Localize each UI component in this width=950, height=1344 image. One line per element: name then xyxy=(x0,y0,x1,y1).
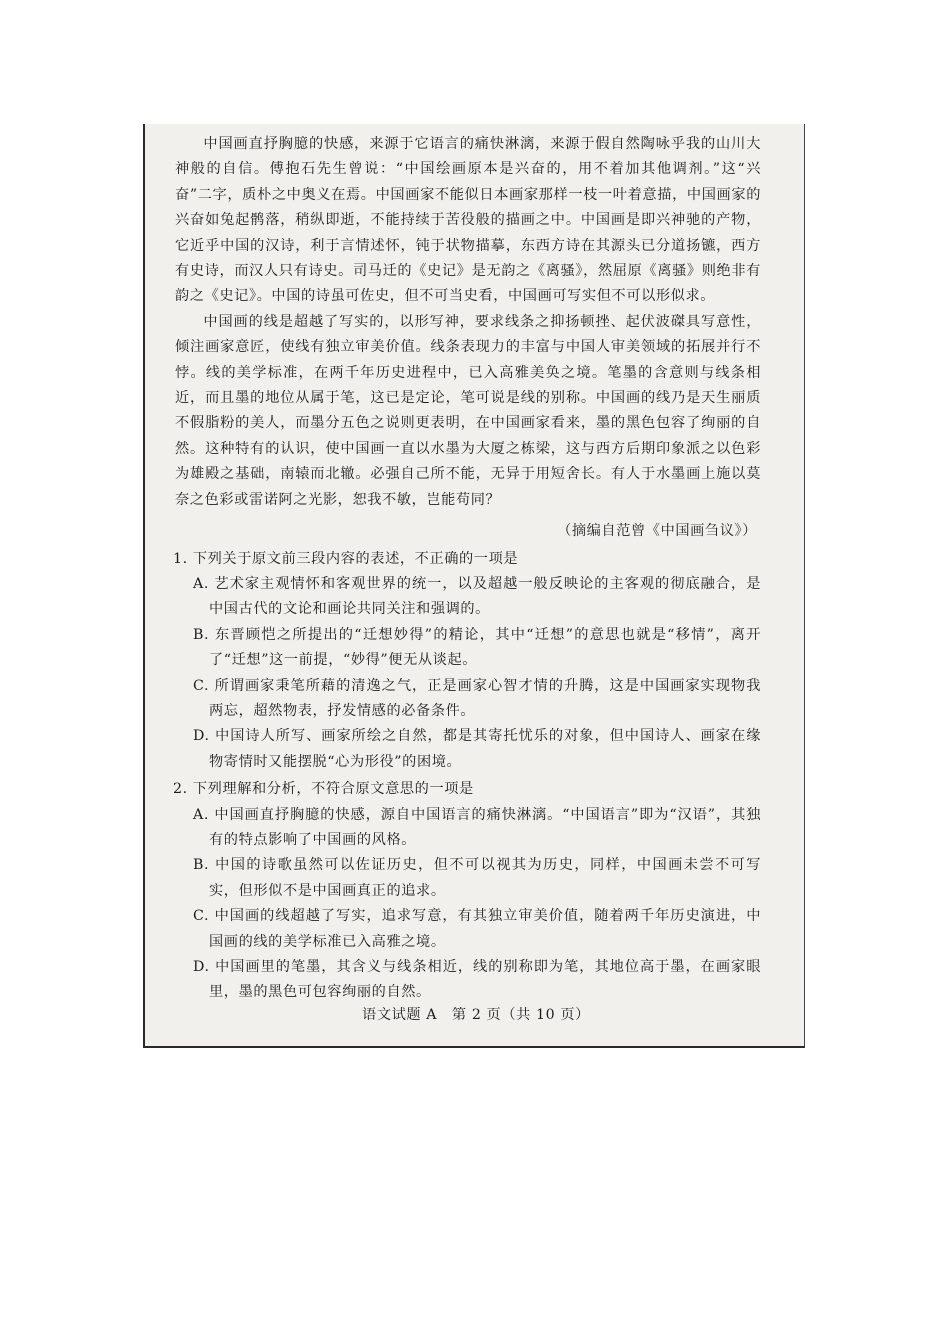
question-1-option-b: B. 东晋顾恺之所提出的“迁想妙得”的精论，其中“迁想”的意思也就是“移情”，离开了“迁想”这一前提，“妙得”便无从谈起。 xyxy=(193,626,761,669)
question-1 xyxy=(175,547,761,776)
scanned-exam-page xyxy=(143,124,805,1048)
question-2-option-d: D. 中国画里的笔墨，其含义与线条相近，线的别称即为笔，其地位高于墨，在画家眼里，墨的黑色可包容绚丽的自然。 xyxy=(193,959,761,1001)
question-2-option-b: B. 中国的诗歌虽然可以佐证历史，但不可以视其为历史，同样，中国画未尝不可写实，但形似不是中国画真正的追求。 xyxy=(193,857,761,899)
passage-source: （摘编自范曾《中国画刍议》） xyxy=(557,523,757,540)
page-content xyxy=(175,132,761,1006)
question-1-option-a: A. 艺术家主观情怀和客观世界的统一，以及超越一般反映论的主客观的彻底融合，是中国古代的文论和画论共同关注和强调的。 xyxy=(193,575,761,618)
passage-paragraph-2: 中国画的线是超越了写实的，以形写神，要求线条之抑扬顿挫、起伏波磔具写意性，倾注画家意匠，使线有独立审美价值。线条表现力的丰富与中国人审美领域的拓展并行不悖。线的美学标准，在两千年历史进程中，已入高雅美奂之境。笔墨的含意则与线条相近，而且墨的地位从属于笔，这已是定论，笔可说是线的别称。中国画的线乃是天生丽质不假脂粉的美人，而墨分五色之说则更表明，在中国画家看来，墨的黑色包容了绚丽的自然。这种特有的认识，使中国画一直以水墨为大厦之栋梁，这与西方后期印象派之以色彩为雄殿之基础，南辕而北辙。必强自己所不能，无异于用短舍长。有人于水墨画上施以莫奈之色彩或雷诺阿之光影，恕我不敏，岂能苟同？ xyxy=(175,313,761,508)
question-1-option-c: C. 所谓画家秉笔所藉的清逸之气，正是画家心智才情的升腾，这是中国画家实现物我两忘，超然物表，抒发情感的必备条件。 xyxy=(193,677,761,719)
page-footer: 语文试题 A 第 2 页（共 10 页） xyxy=(362,1007,590,1023)
passage-paragraph-1: 中国画直抒胸臆的快感，来源于它语言的痛快淋漓，来源于假自然陶咏乎我的山川大神般的自信。傅抱石先生曾说：“中国绘画原本是兴奋的，用不着加其他调剂。”这“兴奋”二字，质朴之中奥义在焉。中国画家不能似日本画家那样一枝一叶着意描，中国画家的兴奋如兔起鹘落，稍纵即逝，不能持续于苦役般的描画之中。中国画是即兴神驰的产物，它近乎中国的汉诗，利于言情述怀，钝于状物描摹，东西方诗在其源头已分道扬镳，西方有史诗，而汉人只有诗史。司马迁的《史记》是无韵之《离骚》，然屈原《离骚》则绝非有韵之《史记》。中国的诗虽可佐史，但不可当史看，中国画可写实但不可以形似求。 xyxy=(175,136,761,305)
question-2 xyxy=(175,777,761,1006)
question-1-option-d: D. 中国诗人所写、画家所绘之自然，都是其寄托忧乐的对象，但中国诗人、画家在缘物寄情时又能摆脱“心为形役”的困境。 xyxy=(193,728,761,770)
question-1-title: 1. 下列关于原文前三段内容的表述，不正确的一项是 xyxy=(173,550,519,567)
question-2-title: 2. 下列理解和分析，不符合原文意思的一项是 xyxy=(173,781,474,798)
question-2-option-a: A. 中国画直抒胸臆的快感，源自中国语言的痛快淋漓。“中国语言”即为“汉语”，其独有的特点影响了中国画的风格。 xyxy=(193,806,761,848)
question-2-option-c: C. 中国画的线超越了写实，追求写意，有其独立审美价值，随着两千年历史演进，中国画的线的美学标准已入高雅之境。 xyxy=(193,908,761,950)
